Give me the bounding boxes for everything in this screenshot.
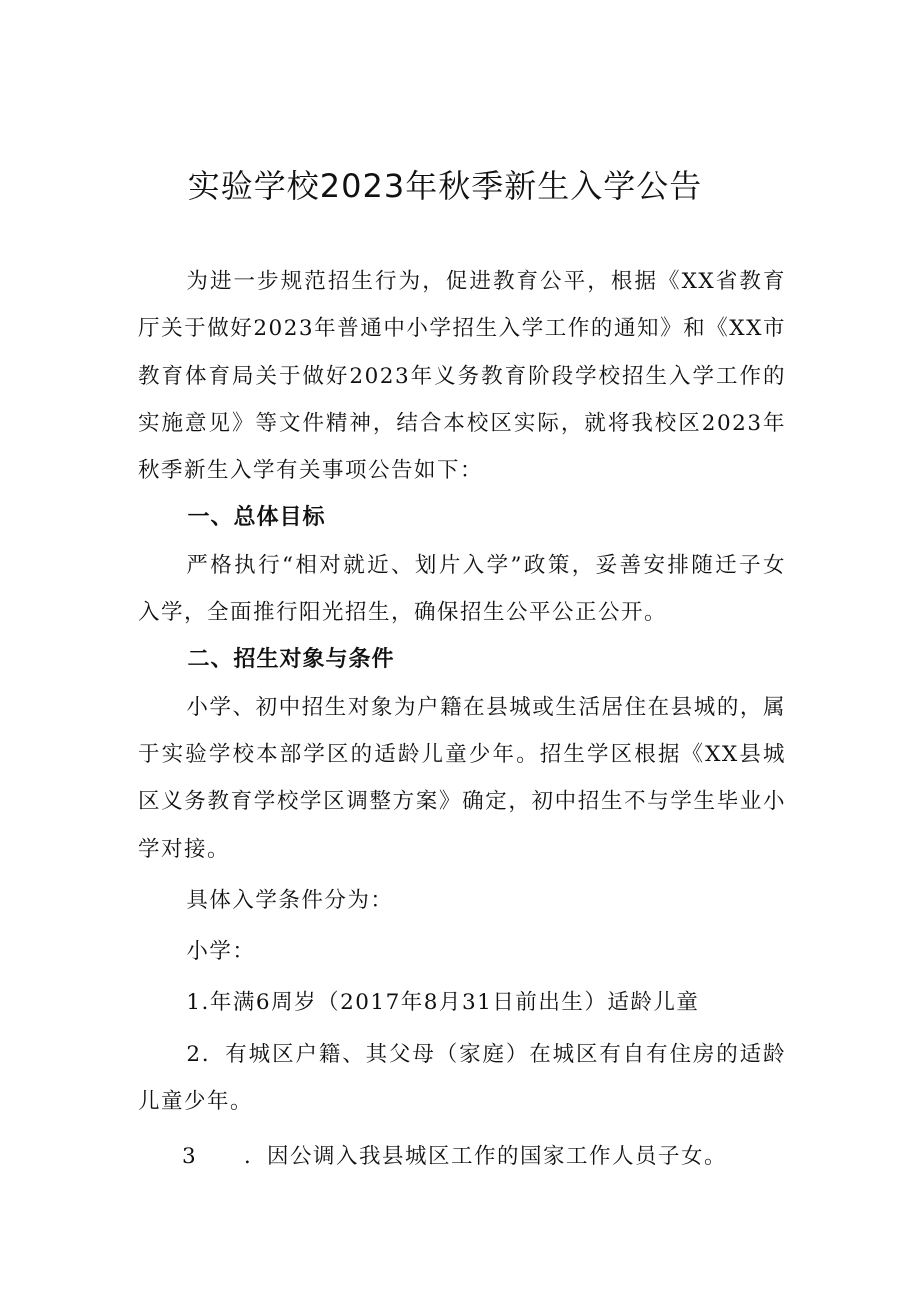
condition-item-3-number: 3 [182,1144,198,1170]
document-title: 实验学校2023年秋季新生入学公告 [187,167,703,205]
primary-label: 小学： [186,939,256,965]
condition-item-1: 1.年满6周岁（2017年8月31日前出生）适龄儿童 [186,990,700,1016]
section-2-paragraph: 小学、初中招生对象为户籍在县城或生活居住在县城的，属于实验学校本部学区的适龄儿童少年。招生学区根据《XX县城区义务教育学校学区调整方案》确定，初中招生不与学生毕业小学对接。 [138,694,786,862]
section-2-heading: 二、招生对象与条件 [187,647,395,673]
condition-item-3-text: ．因公调入我县城区工作的国家工作人员子女。 [244,1144,728,1170]
condition-item-2: 2．有城区户籍、其父母（家庭）在城区有自有住房的适龄儿童少年。 [138,1041,786,1115]
condition-item-3 [138,1133,786,1180]
conditions-intro: 具体入学条件分为： [186,887,394,913]
intro-paragraph: 为进一步规范招生行为，促进教育公平，根据《XX省教育厅关于做好2023年普通中小学招生入学工作的通知》和《XX市教育体育局关于做好2023年义务教育阶段学校招生入学工作的实施意见》等文件精神，结合本校区实际，就将我校区2023年秋季新生入学有关事项公告如下： [138,269,786,484]
section-1-paragraph: 严格执行“相对就近、划片入学”政策，妥善安排随迁子女入学，全面推行阳光招生，确保招生公平公正公开。 [138,552,786,626]
section-1-heading: 一、总体目标 [187,505,326,531]
document-body [138,258,786,1181]
